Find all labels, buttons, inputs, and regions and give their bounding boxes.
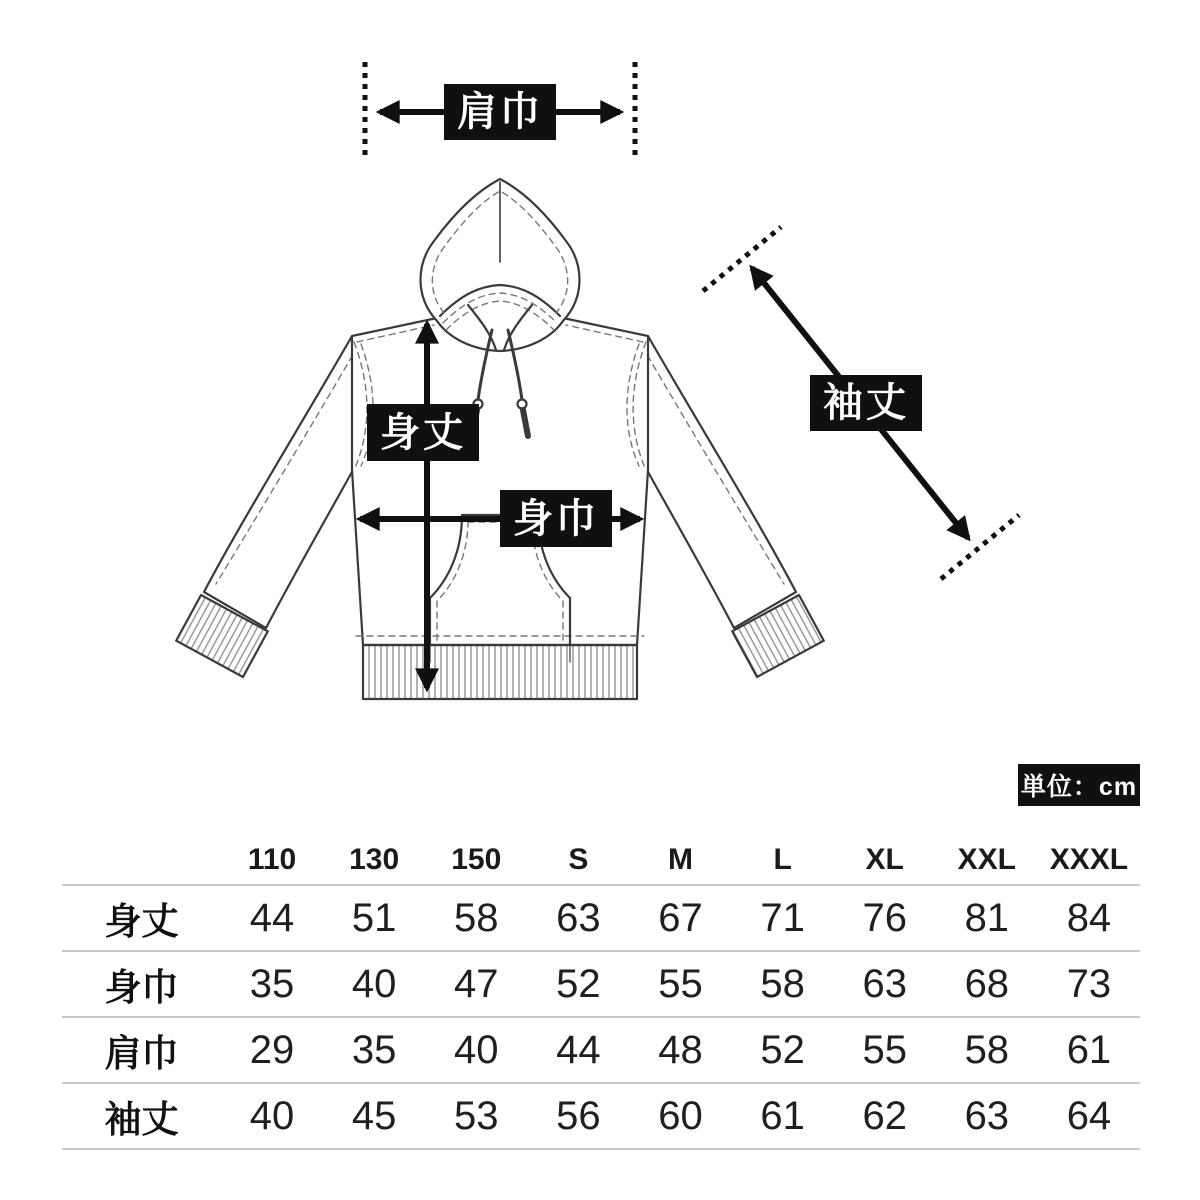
hem-band — [363, 645, 637, 699]
table-row-body-length — [62, 885, 1140, 951]
size-cell: 44 — [249, 895, 295, 940]
col-header: 130 — [323, 836, 425, 885]
size-cell: 63 — [556, 895, 601, 940]
size-cell: 61 — [760, 1093, 805, 1138]
size-cell: 68 — [964, 961, 1010, 1006]
col-header: L — [732, 836, 834, 885]
corner-cell — [62, 836, 221, 885]
size-cell: 51 — [351, 895, 397, 940]
size-cell: 76 — [862, 895, 907, 940]
row-label: 身丈 — [104, 901, 179, 942]
body-length-label: 身丈 — [367, 404, 479, 461]
size-cell: 63 — [964, 1093, 1010, 1138]
size-cell: 52 — [760, 1027, 805, 1072]
size-cell: 55 — [658, 961, 703, 1006]
size-cell: 64 — [1066, 1093, 1112, 1138]
right-sleeve — [642, 336, 824, 677]
size-cell: 58 — [454, 895, 499, 940]
table-row-body-width — [62, 951, 1140, 1017]
shoulder-width-label: 肩巾 — [444, 84, 556, 140]
size-cell: 61 — [1066, 1027, 1112, 1072]
size-cell: 40 — [454, 1027, 499, 1072]
size-cell: 55 — [862, 1027, 907, 1072]
size-cell: 58 — [760, 961, 805, 1006]
size-cell: 63 — [862, 961, 907, 1006]
size-cell: 47 — [454, 961, 499, 1006]
size-cell: 29 — [249, 1027, 295, 1072]
size-table — [62, 836, 1140, 1150]
size-cell: 53 — [454, 1093, 499, 1138]
row-label: 肩巾 — [104, 1033, 179, 1074]
body-width-label: 身巾 — [500, 490, 612, 547]
col-header: XXXL — [1038, 836, 1140, 885]
col-header: 150 — [425, 836, 527, 885]
size-cell: 40 — [351, 961, 397, 1006]
size-cell: 58 — [964, 1027, 1010, 1072]
unit-badge: 単位：cm — [1018, 764, 1140, 806]
hood — [421, 179, 580, 351]
table-row-sleeve-length — [62, 1083, 1140, 1149]
hoodie-garment — [176, 179, 824, 699]
table-row-shoulder-width — [62, 1017, 1140, 1083]
col-header: 110 — [221, 836, 323, 885]
size-cell: 73 — [1066, 961, 1112, 1006]
body-panel — [352, 318, 648, 645]
row-label: 袖丈 — [104, 1099, 179, 1140]
size-cell: 48 — [658, 1027, 703, 1072]
size-cell: 52 — [556, 961, 601, 1006]
size-cell: 44 — [556, 1027, 601, 1072]
col-header: M — [629, 836, 731, 885]
col-header: S — [527, 836, 629, 885]
size-cell: 40 — [249, 1093, 295, 1138]
col-header: XXL — [936, 836, 1038, 885]
size-cell: 60 — [658, 1093, 703, 1138]
left-sleeve — [176, 336, 358, 677]
size-cell: 71 — [760, 895, 805, 940]
size-cell: 84 — [1066, 895, 1112, 940]
size-cell: 35 — [351, 1027, 397, 1072]
row-label: 身巾 — [104, 967, 179, 1008]
size-cell: 62 — [862, 1093, 907, 1138]
col-header: XL — [834, 836, 936, 885]
size-cell: 67 — [658, 895, 703, 940]
sleeve-length-label: 袖丈 — [810, 375, 922, 431]
size-table-header-row — [62, 836, 1140, 885]
size-cell: 56 — [556, 1093, 601, 1138]
size-cell: 35 — [249, 961, 295, 1006]
size-cell: 45 — [351, 1093, 397, 1138]
size-cell: 81 — [964, 895, 1010, 940]
